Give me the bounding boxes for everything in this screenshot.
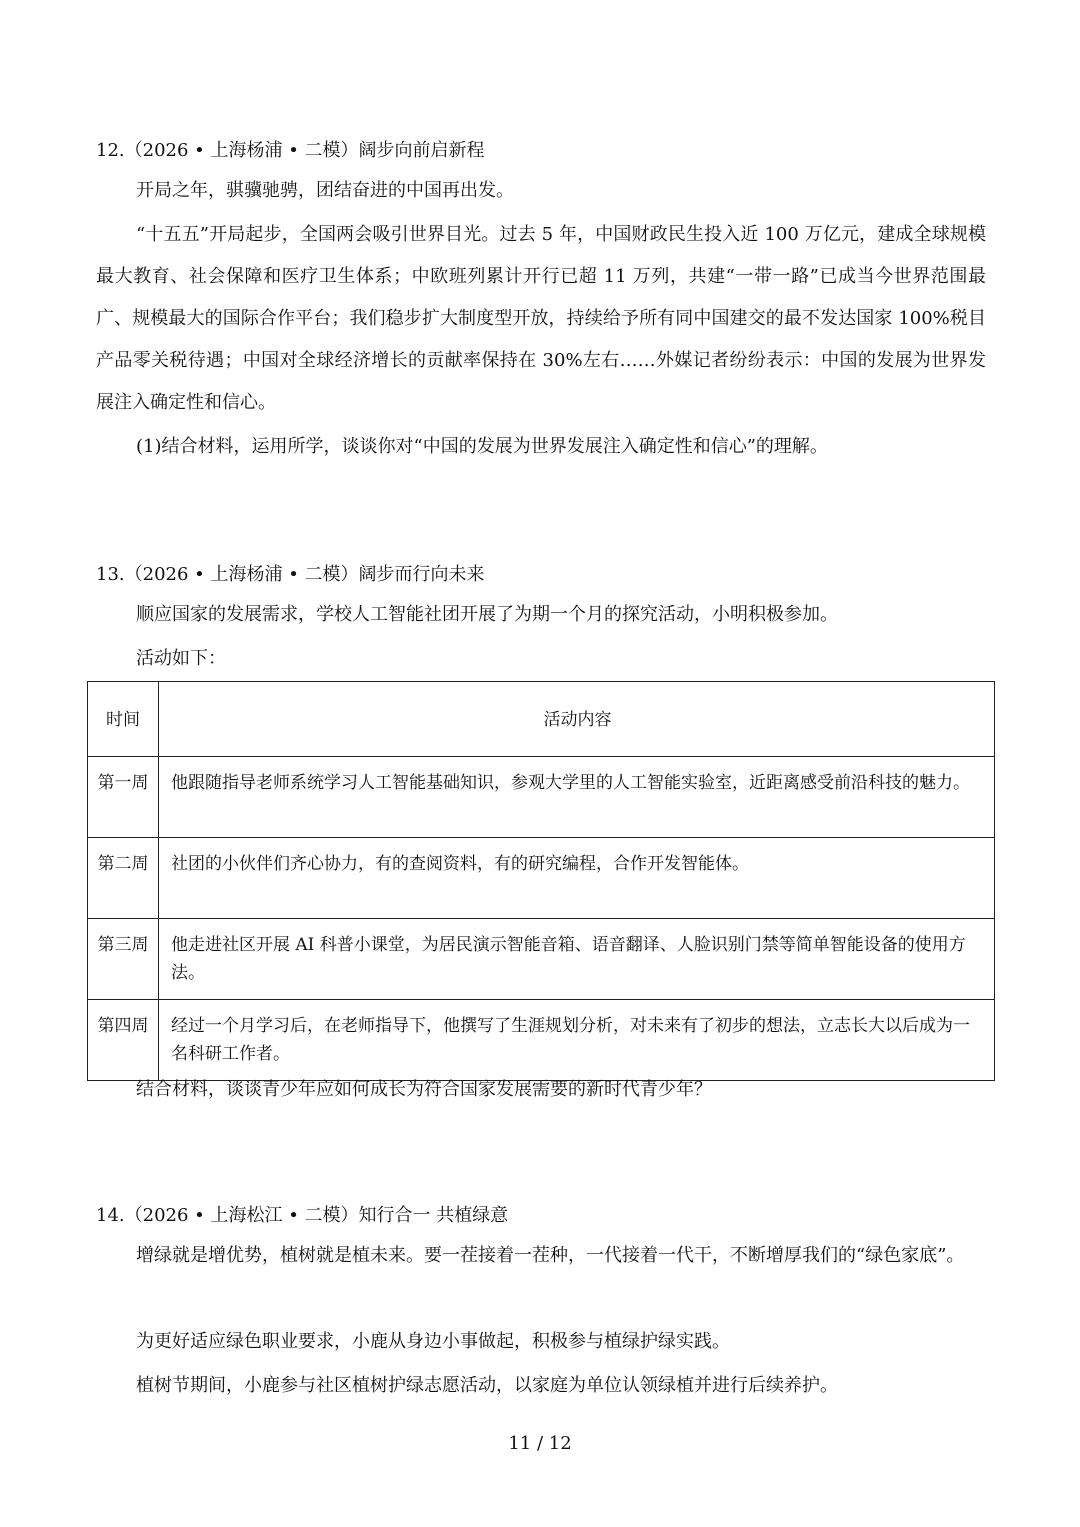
table-row bbox=[88, 838, 995, 919]
question-12-material: “十五五”开局起步，全国两会吸引世界目光。过去 5 年，中国财政民生投入近 100 万亿元，建成全球规模最大教育、社会保障和医疗卫生体系；中欧班列累计开行已超 11 万列，共建“一带一路”已成当今世界范围最广、规模最大的国际合作平台；我们稳步扩大制度型开放，持续给予所有同中国建交的最不发达国家 100%税目产品零关税待遇；中国对全球经济增长的贡献率保持在 30%左右……外媒记者纷纷表示：中国的发展为世界发展注入确定性和信心。 bbox=[96, 224, 986, 413]
question-12-title: 12.（2026 • 上海杨浦 • 二模）阔步向前启新程 bbox=[96, 140, 485, 161]
table-cell-content: 经过一个月学习后，在老师指导下，他撰写了生涯规划分析，对未来有了初步的想法，立志长大以后成为一名科研工作者。 bbox=[159, 1000, 995, 1081]
activity-table bbox=[87, 681, 995, 1081]
question-13-title: 13.（2026 • 上海杨浦 • 二模）阔步而行向未来 bbox=[96, 564, 485, 585]
table-row bbox=[88, 757, 995, 838]
table-cell-time: 第四周 bbox=[88, 1000, 159, 1081]
question-12-prompt: (1)结合材料，运用所学，谈谈你对“中国的发展为世界发展注入确定性和信心”的理解。 bbox=[136, 436, 828, 457]
table-cell-content: 他走进社区开展 AI 科普小课堂，为居民演示智能音箱、语音翻译、人脸识别门禁等简单智能设备的使用方法。 bbox=[159, 919, 995, 1000]
question-13-intro: 顺应国家的发展需求，学校人工智能社团开展了为期一个月的探究活动，小明积极参加。 bbox=[136, 604, 838, 625]
question-14-intro: 增绿就是增优势，植树就是植未来。要一茬接着一茬种，一代接着一代干，不断增厚我们的“绿色家底”。 bbox=[136, 1245, 965, 1266]
table-row bbox=[88, 919, 995, 1000]
question-12-intro: 开局之年，骐骥驰骋，团结奋进的中国再出发。 bbox=[136, 180, 514, 201]
table-cell-time: 第一周 bbox=[88, 757, 159, 838]
question-13-activity-label: 活动如下： bbox=[136, 648, 226, 669]
page-number: 11 / 12 bbox=[508, 1433, 572, 1454]
table-cell-content: 社团的小伙伴们齐心协力，有的查阅资料，有的研究编程，合作开发智能体。 bbox=[159, 838, 995, 919]
question-14-context: 为更好适应绿色职业要求，小鹿从身边小事做起，积极参与植绿护绿实践。 bbox=[136, 1331, 730, 1352]
question-14-activity: 植树节期间，小鹿参与社区植树护绿志愿活动，以家庭为单位认领绿植并进行后续养护。 bbox=[136, 1375, 838, 1396]
table-header-content: 活动内容 bbox=[159, 682, 995, 757]
table-header-time: 时间 bbox=[88, 682, 159, 757]
table-cell-time: 第二周 bbox=[88, 838, 159, 919]
question-14-title: 14.（2026 • 上海松江 • 二模）知行合一 共植绿意 bbox=[96, 1205, 509, 1226]
table-cell-content: 他跟随指导老师系统学习人工智能基础知识，参观大学里的人工智能实验室，近距离感受前沿科技的魅力。 bbox=[159, 757, 995, 838]
question-13-prompt: 结合材料，谈谈青少年应如何成长为符合国家发展需要的新时代青少年？ bbox=[136, 1079, 712, 1100]
table-header-row bbox=[88, 682, 995, 757]
table-cell-time: 第三周 bbox=[88, 919, 159, 1000]
